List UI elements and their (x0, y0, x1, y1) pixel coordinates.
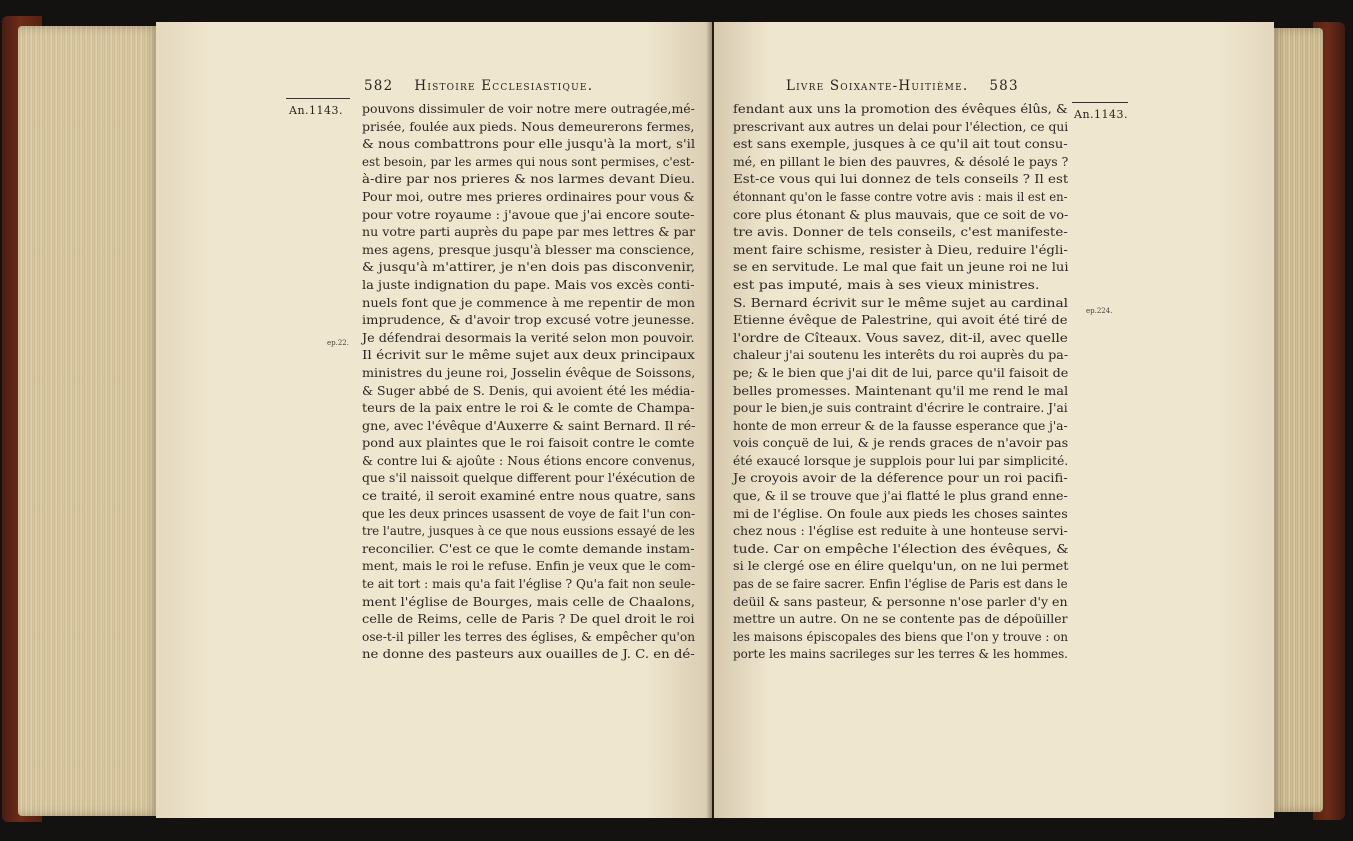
text-line: mi de l'église. On foule aux pieds les choses saintes (733, 506, 1068, 521)
text-line: se en servitude. Le mal que fait un jeune roi ne lui (733, 260, 1069, 275)
text-line: reconcilier. C'est ce que le comte demande instam- (362, 541, 695, 556)
text-line: que les deux princes usassent de voye de fait l'un con- (362, 506, 696, 521)
text-line: pas de se faire sacrer. Enfin l'église de Paris est dans le (733, 577, 1068, 592)
text-line: ose-t-il piller les terres des églises, & empêcher qu'on (362, 629, 696, 644)
left-page-text (362, 101, 695, 664)
text-line: chez nous : l'église est reduite à une honteuse servi- (733, 524, 1068, 539)
text-line: teurs de la paix entre le roi & le comte de Champa- (362, 401, 695, 416)
right-page-text (733, 101, 1068, 664)
text-line: pe; & le bien que j'ai dit de lui, parce qu'il faisoit de (733, 365, 1069, 380)
text-line: prisée, foulée aux pieds. Nous demeurerons fermes, (362, 119, 695, 134)
text-line: chaleur j'ai soutenu les interêts du roi auprès du pa- (733, 348, 1069, 363)
text-line: à-dire par nos prieres & nos larmes devant Dieu. (362, 172, 696, 187)
text-line: gne, avec l'évêque d'Auxerre & saint Bernard. Il ré- (362, 418, 696, 433)
right-running-title: Livre Soixante-Huitième. (786, 78, 969, 94)
right-page-number: 583 (989, 78, 1019, 94)
text-line: celle de Reims, celle de Paris ? De quel droit le roi (362, 612, 695, 627)
text-line: belles promesses. Maintenant qu'il me rend le mal (733, 383, 1069, 398)
text-line: tude. Car on empêche l'élection des évêques, & (733, 541, 1069, 556)
text-line: Il écrivit sur le même sujet aux deux principaux (362, 348, 695, 363)
right-margin-note: ep.224. (1086, 307, 1113, 315)
text-line: tre avis. Donner de tels conseils, c'est manifeste- (733, 225, 1068, 240)
text-line: étonnant qu'on le fasse contre votre avis : mais il est en- (733, 189, 1068, 204)
text-line: S. Bernard écrivit sur le même sujet au cardinal (733, 295, 1069, 310)
text-line: est besoin, par les armes qui nous sont permises, c'est- (362, 154, 695, 169)
text-line: & nous combattrons pour elle jusqu'à la mort, s'il (362, 137, 696, 152)
text-line: imprudence, & d'avoir trop excusé votre jeunesse. (362, 313, 695, 328)
text-line: si le clergé ose en élire quelqu'un, on ne lui permet (733, 559, 1069, 574)
text-line: ment, mais le roi le refuse. Enfin je veux que le com- (362, 559, 696, 574)
text-line: mé, en pillant le bien des pauvres, & désolé le pays ? (733, 154, 1069, 169)
left-running-title: Histoire Ecclesiastique. (414, 78, 594, 94)
text-line: nuels font que je commence à me repentir de mon (362, 295, 696, 310)
text-line: fendant aux uns la promotion des évêques élûs, & (733, 102, 1068, 116)
text-line: deüil & sans pasteur, & personne n'ose parler d'y en (733, 594, 1068, 609)
text-line: mettre un autre. On ne se contente pas de dépoüiller (733, 612, 1068, 627)
text-line: Je défendrai desormais la verité selon mon pouvoir. (362, 330, 695, 345)
text-line: pour le bien,je suis contraint d'écrire le contraire. J'ai (733, 401, 1068, 416)
right-margin-date: An.1143. (1074, 108, 1129, 121)
text-line: & contre lui & ajoûte : Nous étions encore convenus, (362, 453, 696, 468)
left-margin-note: ep.22. (327, 339, 349, 347)
left-margin-rule (286, 98, 350, 99)
text-line: ministres du jeune roi, Josselin évêque de Soissons, (362, 365, 696, 380)
text-line: ment faire schisme, resister à Dieu, reduire l'égli- (733, 242, 1068, 257)
text-line: tre l'autre, jusques à ce que nous eussions essayé de les (362, 524, 695, 539)
text-line: Pour moi, outre mes prieres ordinaires pour vous & (362, 189, 695, 204)
left-running-head (364, 78, 593, 94)
left-page-number: 582 (364, 78, 394, 94)
text-line: ne donne des pasteurs aux ouailles de J. C. en dé- (362, 647, 695, 662)
text-line: & jusqu'à m'attirer, je n'en dois pas disconvenir, (362, 260, 696, 275)
text-line: pour votre royaume : j'avoue que j'ai encore soute- (362, 207, 695, 222)
text-line: que s'il naissoit quelque different pour l'éxécution de (362, 471, 696, 486)
text-line: pond aux plaintes que le roi faisoit contre le comte (362, 436, 695, 451)
text-line: Je croyois avoir de la déference pour un roi pacifi- (733, 471, 1068, 486)
text-line: & Suger abbé de S. Denis, qui avoient été les média- (362, 383, 695, 398)
text-line: prescrivant aux autres un delai pour l'élection, ce qui (733, 119, 1069, 134)
text-line: core plus étonant & plus mauvais, que ce soit de vo- (733, 207, 1069, 222)
right-margin-rule (1072, 102, 1128, 103)
text-line: mes agens, presque jusqu'à blesser ma conscience, (362, 242, 695, 257)
text-line: que, & il se trouve que j'ai flatté le plus grand enne- (733, 489, 1068, 504)
text-line: la juste indignation du pape. Mais vos excès conti- (362, 277, 695, 292)
text-line: ce traité, il seroit examiné entre nous quatre, sans (362, 489, 696, 504)
text-line: nu votre parti auprès du pape par mes lettres & par (362, 225, 696, 240)
text-line: est pas imputé, mais à ses vieux ministres. (733, 277, 1040, 292)
text-line: Etienne évêque de Palestrine, qui avoit été tiré de (733, 313, 1068, 328)
left-margin-date: An.1143. (289, 104, 344, 117)
text-line: les maisons épiscopales des biens que l'on y trouve : on (733, 629, 1069, 644)
right-running-head (786, 78, 1019, 94)
text-line: te ait tort : mais qu'a fait l'église ? Qu'a fait non seule- (362, 577, 696, 592)
text-line: vois conçuë de lui, & je rends graces de n'avoir pas (733, 436, 1069, 451)
text-line: Est-ce vous qui lui donnez de tels conseils ? Il est (733, 172, 1069, 187)
left-page-edges (18, 26, 160, 816)
text-line: ment l'église de Bourges, mais celle de Chaalons, (362, 594, 696, 609)
text-line: pouvons dissimuler de voir notre mere outragée,mé- (362, 102, 695, 116)
text-line: été exaucé lorsque je supplois pour lui par simplicité. (733, 453, 1069, 468)
text-line: est sans exemple, jusques à ce qu'il ait tout consu- (733, 137, 1068, 152)
text-line: porte les mains sacrileges sur les terres & les hommes. (733, 647, 1068, 662)
text-line: honte de mon erreur & de la fausse esperance que j'a- (733, 418, 1068, 433)
text-line: l'ordre de Cîteaux. Vous savez, dit-il, avec quelle (733, 330, 1068, 345)
right-page-edges (1271, 28, 1323, 812)
